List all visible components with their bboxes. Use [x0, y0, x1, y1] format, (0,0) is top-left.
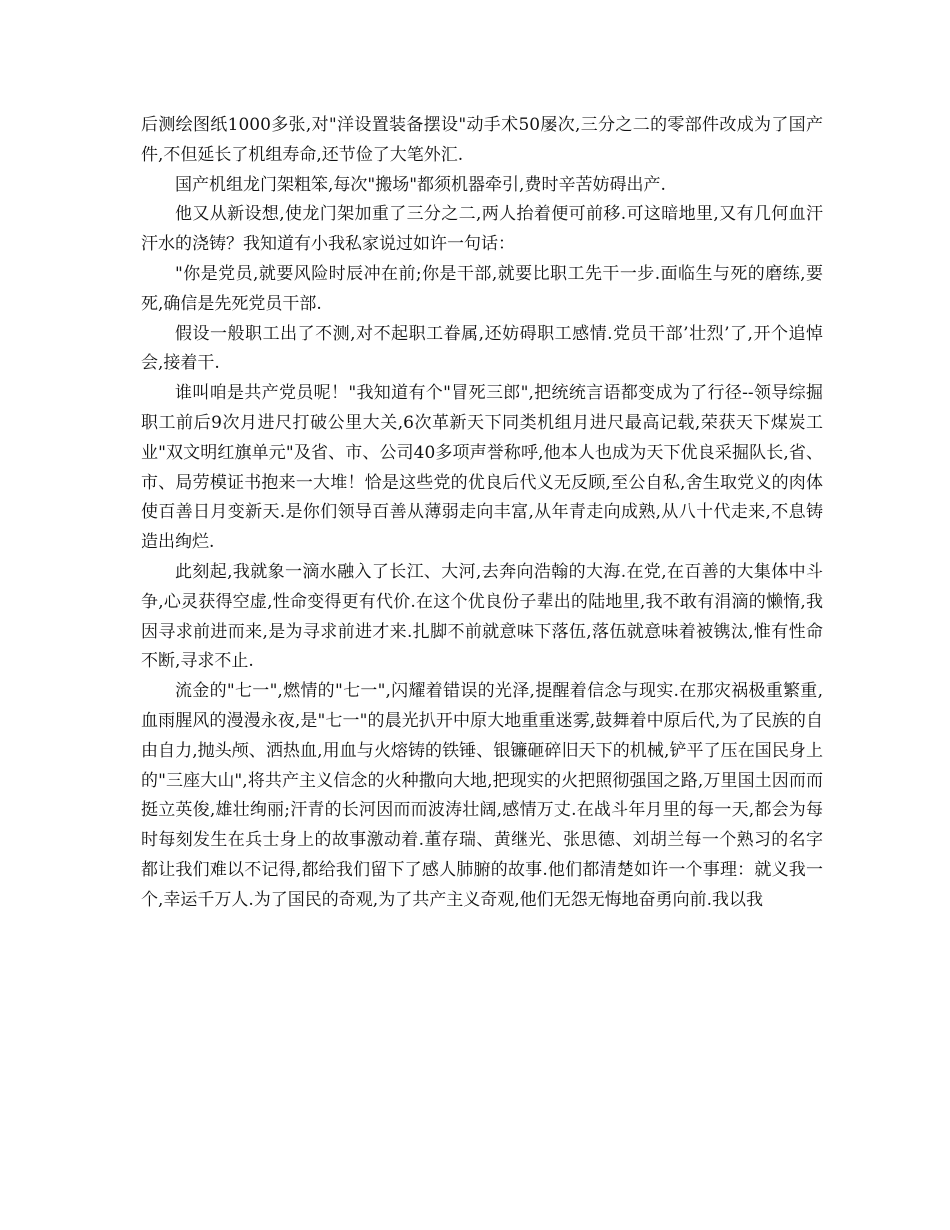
paragraph-3: 他又从新设想,使龙门架加重了三分之二,两人抬着便可前移.可这暗地里,又有几何血汗汗水的浇铸？我知道有小我私家说过如许一句话：: [141, 204, 823, 255]
paragraph-7: 此刻起,我就象一滴水融入了长江、大河,去奔向浩翰的大海.在党,在百善的大集体中斗争,心灵获得空虚,性命变得更有代价.在这个优良份子辈出的陆地里,我不敢有涓滴的懒惰,我因寻求前进而来,是为寻求前进才来.扎脚不前就意味下落伍,落伍就意味着被镌汰,惟有性命不断,寻求不止.: [141, 561, 823, 672]
paragraph-1: 后测绘图纸1000多张,对"洋设置装备摆设"动手术50屡次,三分之二的零部件改成为了国产件,不但延长了机组寿命,还节俭了大笔外汇.: [141, 115, 823, 165]
document-body: [141, 111, 823, 916]
paragraph-4: "你是党员,就要风险时辰冲在前;你是干部,就要比职工先干一步.面临生与死的磨练,要死,确信是先死党员干部.: [141, 263, 823, 314]
paragraph-2: 国产机组龙门架粗笨,每次"搬场"都须机器牵引,费时辛苦妨碍出产.: [175, 174, 666, 195]
paragraph-5: 假设一般职工出了不测,对不起职工眷属,还妨碍职工感情.党员干部’壮烈’了,开个追悼会,接着干.: [141, 323, 823, 374]
paragraph-8: 流金的"七一",燃情的"七一",闪耀着错误的光泽,提醒着信念与现实.在那灾祸极重繁重,血雨腥风的漫漫永夜,是"七一"的晨光扒开中原大地重重迷雾,鼓舞着中原后代,为了民族的自由自力,抛头颅、洒热血,用血与火熔铸的铁锤、银镰砸碎旧天下的机械,铲平了压在国民身上的"三座大山",将共产主义信念的火种撒向大地,把现实的火把照彻强国之路,万里国土因而而挺立英俊,雄壮绚丽;汗青的长河因而而波涛壮阔,感情万丈.在战斗年月里的每一天,都会为每时每刻发生在兵士身上的故事激动着.董存瑞、黄继光、张思德、刘胡兰每一个熟习的名字都让我们难以不记得,都给我们留下了感人肺腑的故事.他们都清楚如许一个事理：就义我一个,幸运千万人.为了国民的奇观,为了共产主义奇观,他们无怨无悔地奋勇向前.我以我: [141, 681, 823, 910]
paragraph-6: 谁叫咱是共产党员呢！"我知道有个"冒死三郎",把统统言语都变成为了行径--领导综掘职工前后9次月进尺打破公里大关,6次革新天下同类机组月进尺最高记载,荣获天下煤炭工业"双文明红旗单元"及省、市、公司40多项声誉称呼,他本人也成为天下优良采掘队长,省、市、局劳模证书抱来一大堆！恰是这些党的优良后代义无反顾,至公自私,舍生取党义的肉体使百善日月变新天.是你们领导百善从薄弱走向丰富,从年青走向成熟,从八十代走来,不息铸造出绚烂.: [141, 383, 823, 553]
